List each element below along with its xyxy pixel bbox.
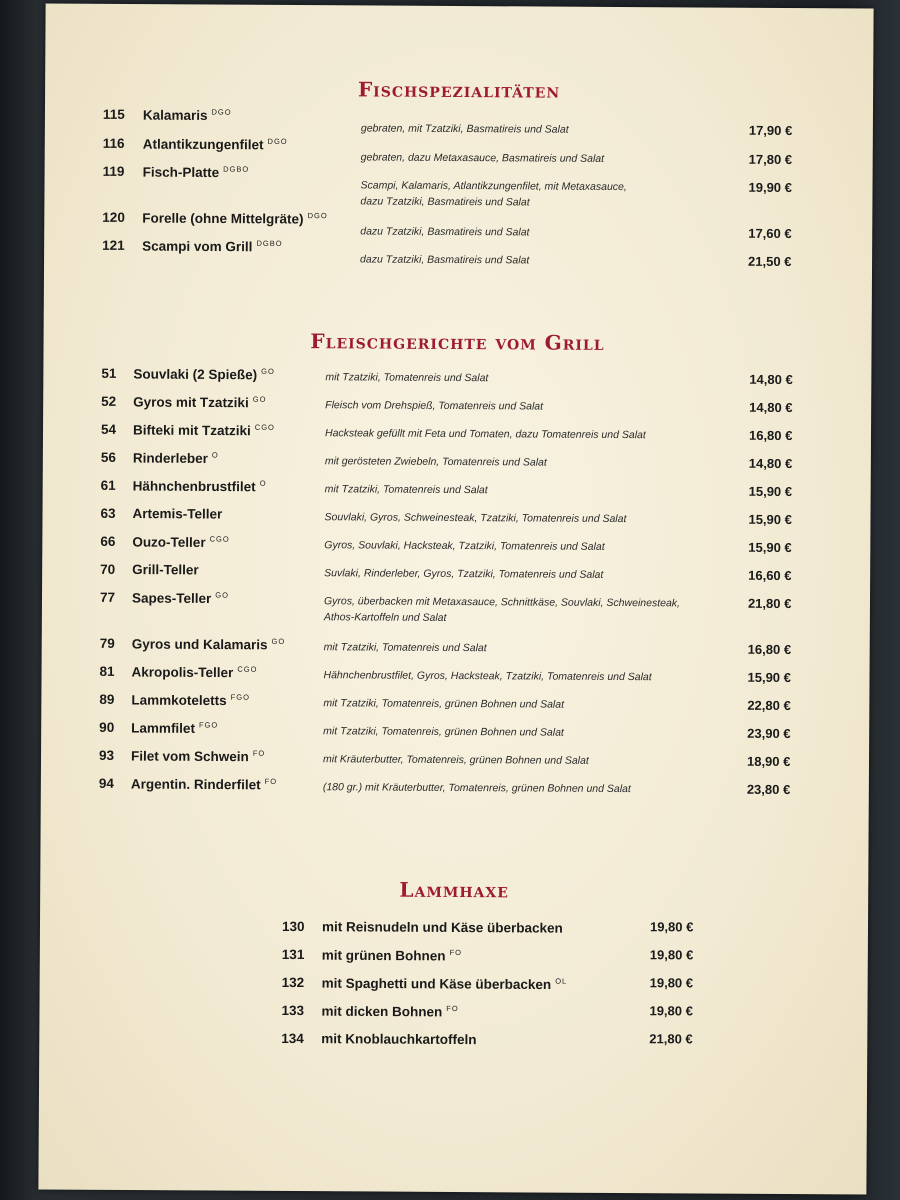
item-price: 17,90 €	[748, 122, 793, 139]
allergen-codes: FO	[264, 776, 278, 786]
allergen-codes: DGBO	[223, 164, 250, 174]
item-description: Hähnchenbrustfilet, Gyros, Hacksteak, Tzatziki, Tomatenreis und Salat	[323, 669, 652, 684]
item-name-text: Sapes-Teller	[131, 590, 212, 607]
menu-item	[45, 135, 873, 168]
allergen-codes: FO	[449, 947, 463, 958]
item-name-text: Hähnchenbrustfilet	[132, 478, 256, 495]
item-name	[133, 450, 219, 466]
item-price: 16,60 €	[748, 567, 792, 584]
item-name	[321, 1003, 458, 1019]
allergen-codes: DGO	[267, 136, 288, 146]
item-name-text: Filet vom Schwein	[130, 748, 249, 765]
item-name-text: Grill-Teller	[132, 562, 199, 578]
menu-item	[42, 505, 870, 532]
item-price: 19,80 €	[649, 919, 694, 935]
menu-item	[44, 237, 872, 270]
item-name	[131, 720, 218, 736]
item-name-text: mit Spaghetti und Käse überbacken	[321, 975, 552, 993]
item-number: 56	[100, 449, 116, 465]
item-name-text: Lammkoteletts	[131, 692, 227, 709]
item-name	[132, 562, 199, 577]
allergen-codes: CGO	[237, 664, 258, 674]
item-name-text: Forelle (ohne Mittelgräte)	[142, 210, 304, 227]
allergen-codes: DGBO	[256, 238, 283, 248]
item-price: 17,60 €	[748, 225, 792, 242]
allergen-codes: GO	[261, 366, 275, 376]
item-price: 21,80 €	[747, 595, 792, 612]
item-price: 21,50 €	[748, 253, 792, 270]
item-name-text: mit Reisnudeln und Käse überbacken	[321, 919, 563, 936]
item-number: 90	[99, 719, 115, 735]
menu-item	[41, 747, 869, 774]
menu-item	[41, 719, 869, 746]
menu-item	[40, 917, 868, 944]
menu-item	[41, 775, 869, 802]
item-description: mit Kräuterbutter, Tomatenreis, grünen Bohnen und Salat	[322, 753, 589, 767]
item-description: mit Tzatziki, Tomatenreis und Salat	[324, 483, 488, 497]
item-name-text: Scampi vom Grill	[142, 238, 253, 255]
item-description: Gyros, überbacken mit Metaxasauce, Schnittkäse, Souvlaki, Schweinesteak, Athos-Kartoffeln und Salat	[323, 595, 681, 624]
item-description: gebraten, mit Tzatziki, Basmatireis und Salat	[360, 122, 569, 136]
section-title-fisch: Fischspezialitäten	[357, 77, 561, 103]
item-number: 120	[102, 209, 125, 225]
item-price: 17,80 €	[748, 151, 793, 168]
item-name-text: Lammfilet	[131, 720, 196, 736]
item-price: 16,80 €	[747, 641, 792, 658]
allergen-codes: GO	[252, 394, 267, 404]
item-name-text: Fisch-Platte	[142, 164, 220, 181]
item-price: 23,90 €	[747, 725, 791, 742]
item-price: 19,80 €	[649, 1003, 693, 1019]
menu-item	[42, 635, 870, 662]
item-name-text: Rinderleber	[132, 450, 208, 466]
allergen-codes: FGO	[198, 720, 219, 730]
allergen-codes: O	[211, 450, 219, 460]
item-name	[322, 947, 462, 963]
menu-item	[42, 561, 870, 588]
item-number: 63	[100, 505, 116, 521]
item-price: 14,80 €	[748, 455, 793, 472]
allergen-codes: CGO	[209, 534, 230, 544]
item-number: 52	[101, 393, 117, 409]
menu-item	[43, 477, 871, 504]
item-number: 133	[281, 1002, 305, 1019]
menu-item	[43, 365, 871, 392]
item-name	[132, 636, 286, 652]
item-price: 19,80 €	[649, 975, 694, 991]
menu-item	[39, 1029, 867, 1056]
item-name	[322, 919, 563, 935]
menu-item	[42, 589, 870, 624]
item-name-text: mit grünen Bohnen	[321, 947, 446, 964]
item-price: 18,90 €	[746, 753, 791, 770]
item-number: 131	[281, 946, 305, 963]
item-name	[131, 748, 265, 764]
item-number: 89	[99, 691, 115, 707]
allergen-codes: GO	[215, 590, 230, 600]
allergen-codes: FO	[252, 748, 266, 758]
item-name	[322, 975, 568, 992]
item-name-text: Bifteki mit Tzatziki	[132, 422, 251, 439]
item-description: mit Tzatziki, Tomatenreis, grünen Bohnen und Salat	[323, 725, 564, 739]
menu-item	[45, 163, 873, 209]
allergen-codes: DGO	[307, 211, 328, 221]
item-name-text: Atlantikzungenfilet	[142, 136, 264, 153]
item-name-text: Akropolis-Teller	[131, 664, 234, 681]
item-name	[133, 478, 267, 494]
item-name	[133, 366, 275, 382]
item-name-text: Gyros und Kalamaris	[131, 636, 268, 653]
item-price: 15,90 €	[748, 511, 792, 528]
section-title-lammhaxe: Lammhaxe	[399, 877, 510, 903]
menu-item	[43, 449, 871, 476]
item-name-text: Artemis-Teller	[132, 506, 223, 522]
item-name-text: Argentin. Rinderfilet	[130, 776, 261, 793]
menu-page	[38, 3, 873, 1194]
item-number: 134	[281, 1030, 304, 1047]
item-price: 21,80 €	[649, 1031, 693, 1047]
item-name-text: Souvlaki (2 Spieße)	[133, 366, 258, 383]
item-description: dazu Tzatziki, Basmatireis und Salat	[360, 225, 530, 239]
item-description: Scampi, Kalamaris, Atlantikzungenfilet, mit Metaxasauce, dazu Tzatziki, Basmatireis und Salat	[360, 179, 627, 209]
allergen-codes: CGO	[254, 422, 275, 432]
item-description: gebraten, dazu Metaxasauce, Basmatireis und Salat	[360, 151, 605, 165]
item-name-text: mit Knoblauchkartoffeln	[321, 1031, 477, 1048]
item-name	[133, 394, 266, 410]
item-price: 19,80 €	[649, 947, 694, 963]
item-price: 14,80 €	[749, 399, 793, 416]
item-name-text: Ouzo-Teller	[132, 534, 206, 550]
item-description: Suvlaki, Rinderleber, Gyros, Tzatziki, Tomatenreis und Salat	[324, 567, 604, 581]
item-number: 61	[100, 477, 116, 493]
item-name	[133, 422, 275, 438]
item-name	[132, 534, 229, 550]
item-number: 77	[99, 589, 116, 605]
item-number: 79	[99, 635, 115, 651]
allergen-codes: FGO	[230, 692, 250, 702]
item-name	[143, 164, 250, 180]
item-name	[132, 506, 222, 522]
allergen-codes: O	[259, 478, 267, 488]
item-name	[142, 210, 327, 227]
item-number: 70	[100, 561, 116, 577]
item-name	[132, 664, 258, 680]
item-description: (180 gr.) mit Kräuterbutter, Tomatenreis, grünen Bohnen und Salat	[322, 781, 631, 796]
menu-item	[40, 945, 868, 972]
item-description: Hacksteak gefüllt mit Feta und Tomaten, dazu Tomatenreis und Salat	[324, 427, 646, 442]
item-price: 19,90 €	[748, 179, 792, 196]
item-price: 15,90 €	[747, 669, 791, 686]
item-name	[143, 107, 232, 123]
allergen-codes: GO	[271, 636, 286, 646]
item-number: 115	[102, 106, 125, 122]
menu-item	[45, 106, 873, 139]
item-description: dazu Tzatziki, Basmatireis und Salat	[360, 253, 530, 267]
menu-item	[41, 691, 869, 718]
item-name	[143, 136, 288, 152]
item-number: 93	[98, 747, 115, 763]
menu-item	[43, 393, 871, 420]
menu-item	[40, 973, 868, 1000]
item-number: 54	[100, 421, 117, 437]
item-number: 81	[99, 663, 115, 679]
menu-item	[43, 421, 871, 448]
item-description: mit Tzatziki, Tomatenreis und Salat	[323, 641, 487, 655]
item-price: 22,80 €	[747, 697, 791, 714]
menu-item	[39, 1001, 867, 1028]
item-description: Souvlaki, Gyros, Schweinesteak, Tzatziki, Tomatenreis und Salat	[324, 511, 627, 526]
item-number: 130	[281, 918, 305, 935]
menu-item	[42, 533, 870, 560]
item-description: Fleisch vom Drehspieß, Tomatenreis und Salat	[325, 399, 544, 413]
item-name	[321, 1031, 476, 1047]
item-number: 66	[100, 533, 116, 549]
item-name	[132, 590, 229, 606]
item-price: 23,80 €	[746, 781, 791, 798]
item-name	[131, 776, 277, 792]
item-name-text: Kalamaris	[142, 107, 208, 123]
allergen-codes: DGO	[211, 107, 232, 117]
item-description: Gyros, Souvlaki, Hacksteak, Tzatziki, Tomatenreis und Salat	[324, 539, 605, 553]
item-description: mit Tzatziki, Tomatenreis, grünen Bohnen und Salat	[323, 697, 565, 711]
item-name	[142, 238, 282, 254]
item-number: 121	[102, 237, 125, 253]
item-name	[131, 692, 250, 708]
item-description: mit gerösteten Zwiebeln, Tomatenreis und Salat	[324, 455, 547, 469]
item-number: 51	[101, 365, 117, 381]
item-price: 15,90 €	[748, 483, 793, 500]
item-description: mit Tzatziki, Tomatenreis und Salat	[325, 371, 489, 385]
item-number: 132	[281, 974, 305, 991]
item-number: 116	[102, 135, 125, 151]
allergen-codes: OL	[555, 976, 568, 986]
menu-item	[41, 663, 869, 690]
item-price: 15,90 €	[748, 539, 792, 556]
item-name-text: Gyros mit Tzatziki	[133, 394, 249, 411]
item-name-text: mit dicken Bohnen	[321, 1003, 443, 1020]
section-title-fleisch: Fleischgerichte vom Grill	[310, 329, 605, 355]
item-number: 94	[98, 775, 114, 791]
menu-item	[44, 209, 872, 242]
allergen-codes: FO	[446, 1003, 459, 1014]
item-price: 16,80 €	[748, 427, 793, 444]
item-number: 119	[102, 163, 125, 179]
item-price: 14,80 €	[749, 371, 793, 388]
